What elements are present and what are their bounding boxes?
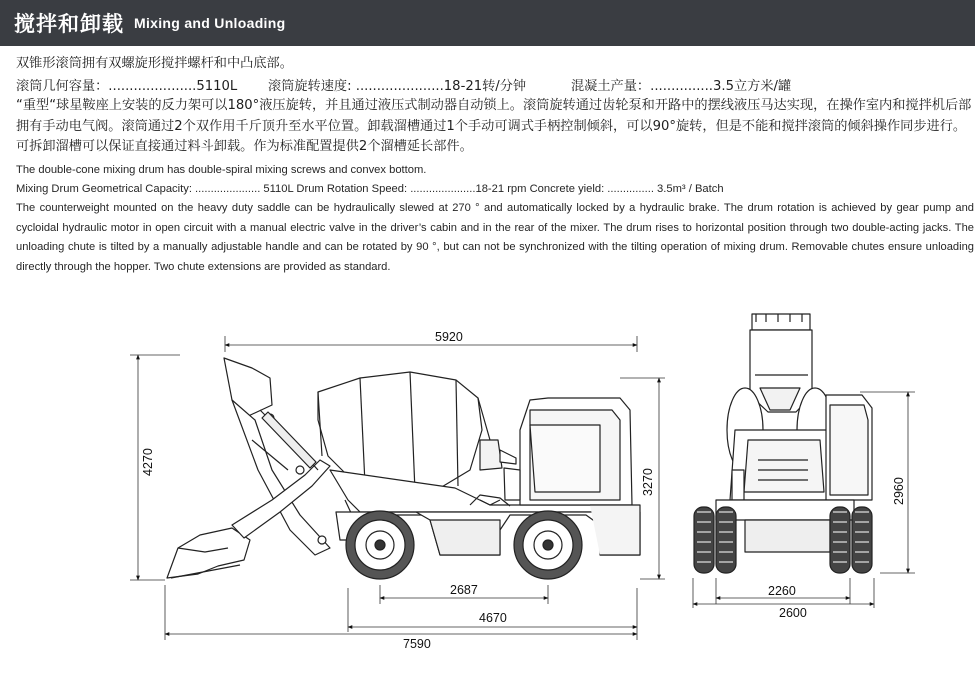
header-title-cn: 搅拌和卸载 [14,12,124,36]
side-rear-wheel [514,511,582,579]
dim-3270: 3270 [641,468,655,496]
en-description-paragraph: The counterweight mounted on the heavy duty saddle can be hydraulically slewed at 270 ° and automatically locked by a hydraulic brake. The drum rotation is achieved by gear pump and cycloidal hydraulic motor in open circuit with a manual electric valve in the driver’s cabin and in the rear of the mixer. The drum rises to horizontal position through two double-acting jacks. The unloading chute is tilted by a manually adjustable handle and can be rotated by 90 °, but can not be synchronized with the tilting operation of mixing drum. Removable chutes ensure unloading directly through the hopper. Two chute extensions are provided as standard. [16,202,974,273]
header-title-en: Mixing and Unloading [134,15,286,31]
cn-spec-capacity: 滚筒几何容量：.....................5110L [16,79,238,94]
en-intro-line: The double-cone mixing drum has double-spiral mixing screws and convex bottom. [16,164,427,176]
side-view-mixer-truck [167,358,640,579]
cn-intro-line: 双锥形滚筒拥有双螺旋形搅拌螺杆和中凸底部。 [16,56,293,71]
en-spec-line: Mixing Drum Geometrical Capacity: ..................... 5110L Drum Rotation Speed: .....................18-21 rpm Concrete yield: ............... 3.5m³ / Batch [16,183,724,195]
dim-4670: 4670 [479,611,507,625]
dim-2687: 2687 [450,583,478,597]
cn-spec-yield: 混凝土产量：...............3.5立方米/罐 [571,79,792,94]
dim-4270: 4270 [141,448,155,476]
front-left-wheels [694,507,736,573]
dim-7590: 7590 [403,637,431,651]
cn-description-paragraph: “重型“球星鞍座上安装的反力架可以180°液压旋转，并且通过液压式制动器自动锁上。滚筒旋转通过齿轮泵和开路中的摆线液压马达实现，在操作室内和搅拌机后部拥有手动电气阀。滚筒通过2个双作用千斤顶升至水平位置。卸载溜槽通过1个手动可调式手柄控制倾斜，可以90°旋转，但是不能和搅拌滚筒的倾斜操作同步进行。可拆卸溜槽可以保证直接通过料斗卸载。作为标准配置提供2个溜槽延长部件。 [16,98,972,154]
dim-2960: 2960 [892,477,906,505]
cn-spec-rotation: 滚筒旋转速度: .....................18-21转/分钟 [268,79,527,94]
dim-2260: 2260 [768,584,796,598]
side-front-wheel [346,511,414,579]
dim-5920: 5920 [435,330,463,344]
dim-2600: 2600 [779,606,807,620]
front-view-mixer-truck [694,314,872,573]
